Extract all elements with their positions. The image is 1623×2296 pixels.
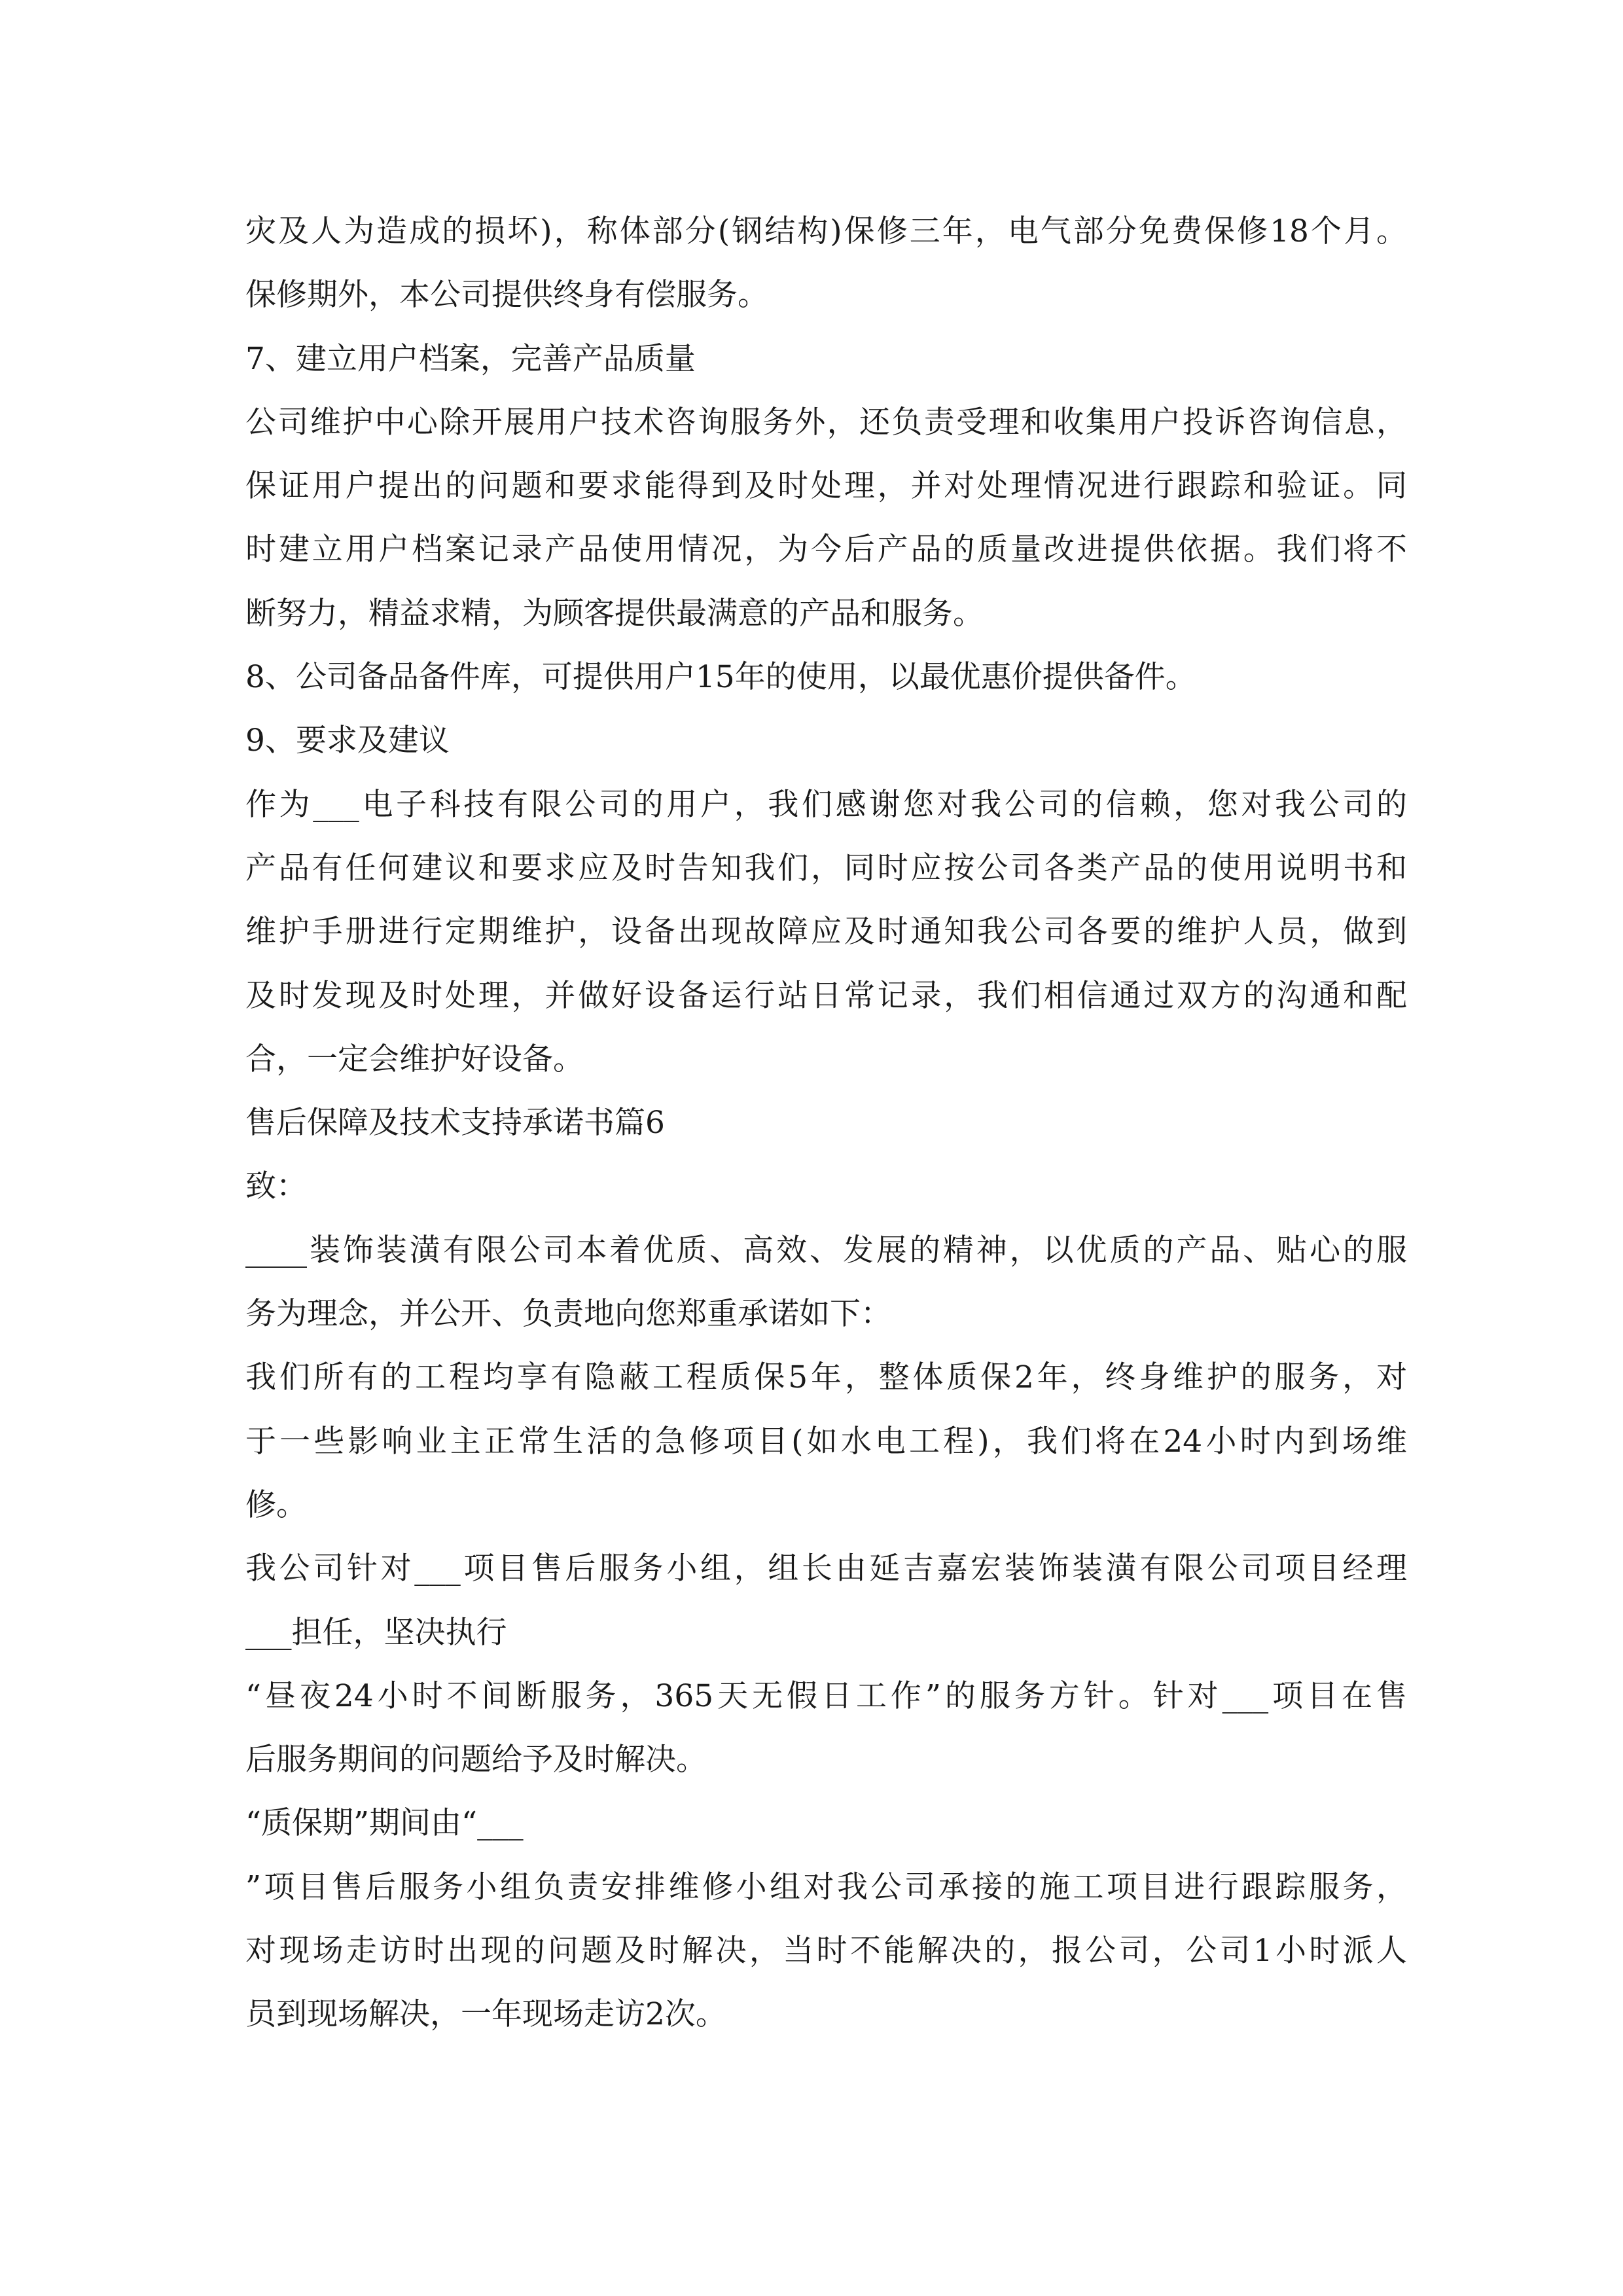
text-line: ___担任，坚决执行 xyxy=(245,1614,507,1651)
text-line: 后服务期间的问题给予及时解决。 xyxy=(245,1742,707,1778)
text-line: 保证用户提出的问题和要求能得到及时处理，并对处理情况进行跟踪和验证。同 xyxy=(245,468,1407,505)
text-line: 作为___电子科技有限公司的用户，我们感谢您对我公司的信赖，您对我公司的 xyxy=(245,786,1407,823)
text-line: 致： xyxy=(245,1168,307,1205)
text-line: “昼夜24小时不间断服务，365天无假日工作”的服务方针。针对___项目在售 xyxy=(245,1677,1407,1714)
text-line: 7、建立用户档案，完善产品质量 xyxy=(245,340,696,377)
text-line: 产品有任何建议和要求应及时告知我们，同时应按公司各类产品的使用说明书和 xyxy=(245,850,1407,886)
text-line: ____装饰装潢有限公司本着优质、高效、发展的精神，以优质的产品、贴心的服 xyxy=(245,1232,1407,1268)
text-line: ”项目售后服务小组负责安排维修小组对我公司承接的施工项目进行跟踪服务， xyxy=(245,1869,1407,1905)
text-line: 合，一定会维护好设备。 xyxy=(245,1041,584,1077)
text-line: 保修期外，本公司提供终身有偿服务。 xyxy=(245,277,768,314)
text-line: 8、公司备品备件库，可提供用户15年的使用，以最优惠价提供备件。 xyxy=(245,659,1196,696)
document-body xyxy=(245,200,1407,2047)
text-line: 时建立用户档案记录产品使用情况，为今后产品的质量改进提供依据。我们将不 xyxy=(245,531,1407,568)
text-line: 我公司针对___项目售后服务小组，组长由延吉嘉宏装饰装潢有限公司项目经理 xyxy=(245,1551,1407,1587)
text-line: 售后保障及技术支持承诺书篇6 xyxy=(245,1105,665,1141)
text-line: 员到现场解决，一年现场走访2次。 xyxy=(245,1996,726,2033)
text-line: 于一些影响业主正常生活的急修项目(如水电工程)，我们将在24小时内到场维 xyxy=(245,1423,1407,1460)
text-line: 9、要求及建议 xyxy=(245,723,450,759)
text-line: 断努力，精益求精，为顾客提供最满意的产品和服务。 xyxy=(245,595,984,632)
text-line: 维护手册进行定期维护，设备出现故障应及时通知我公司各要的维护人员，做到 xyxy=(245,914,1407,950)
text-line: 务为理念，并公开、负责地向您郑重承诺如下： xyxy=(245,1296,891,1333)
text-line: “质保期”期间由“___ xyxy=(245,1805,524,1842)
text-line: 修。 xyxy=(245,1486,307,1523)
text-line: 及时发现及时处理，并做好设备运行站日常记录，我们相信通过双方的沟通和配 xyxy=(245,977,1407,1014)
text-line: 灾及人为造成的损坏)，称体部分(钢结构)保修三年，电气部分免费保修18个月。 xyxy=(245,213,1407,249)
text-line: 我们所有的工程均享有隐蔽工程质保5年，整体质保2年，终身维护的服务，对 xyxy=(245,1359,1407,1396)
text-line: 对现场走访时出现的问题及时解决，当时不能解决的，报公司，公司1小时派人 xyxy=(245,1933,1407,1969)
text-line: 公司维护中心除开展用户技术咨询服务外，还负责受理和收集用户投诉咨询信息， xyxy=(245,404,1407,440)
